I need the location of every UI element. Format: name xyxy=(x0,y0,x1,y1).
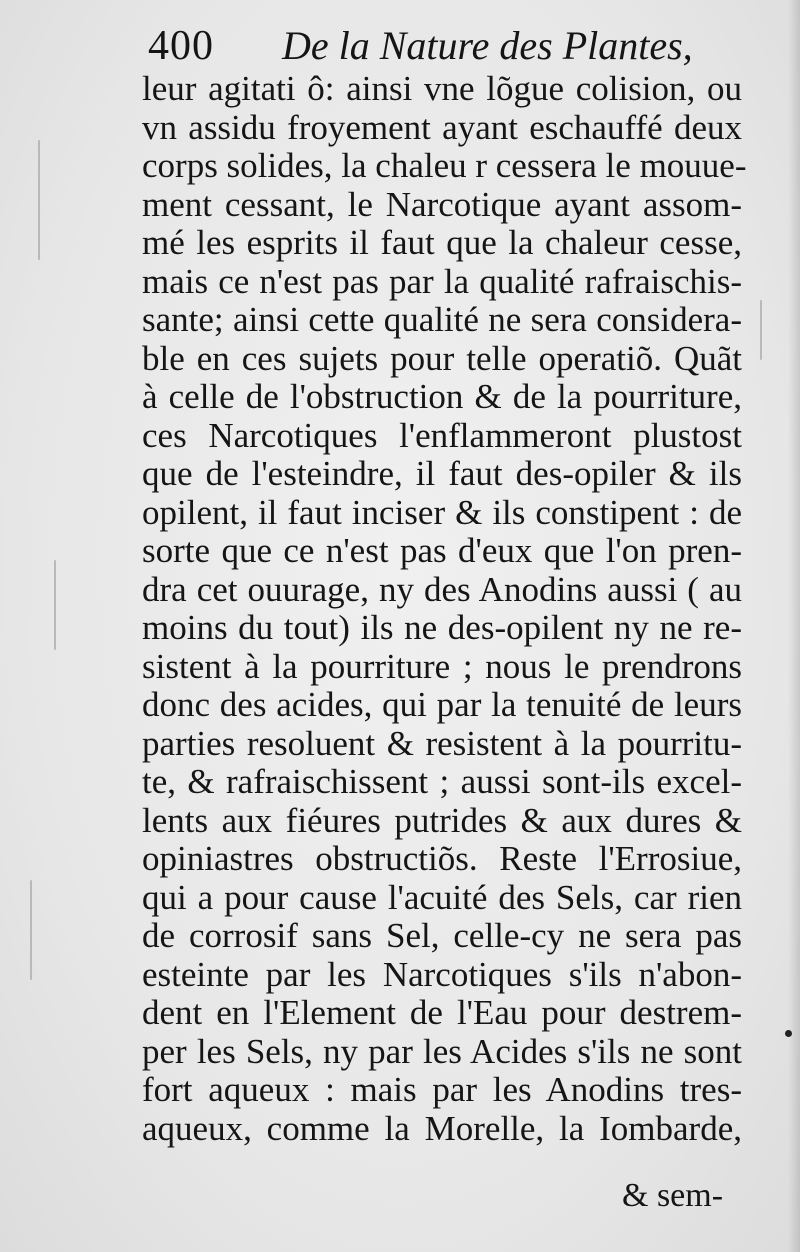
text-line: de corrosif sans Sel, celle-cy ne sera pas xyxy=(142,916,742,955)
text-line: parties resoluent & resistent à la pourritu- xyxy=(142,723,742,763)
page-edge-mark xyxy=(785,1030,792,1037)
running-head: De la Nature des Plantes, xyxy=(282,23,693,68)
page-number: 400 xyxy=(148,23,214,69)
text-line: sante; ainsi cette qualité ne sera considera- xyxy=(142,300,742,339)
text-line: à celle de l'obstruction & de la pourriture, xyxy=(142,377,742,416)
text-line: dra cet ouurage, ny des Anodins aussi ( au xyxy=(142,569,742,609)
text-line: lents aux fiéures putrides & aux dures & xyxy=(142,800,742,840)
text-line: sistent à la pourriture ; nous le prendrons xyxy=(142,646,742,686)
text-line: corps solides, la chaleu r cessera le mouue- xyxy=(142,146,747,185)
text-line: ces Narcotiques l'enflammeront plustost xyxy=(142,415,742,455)
text-line: esteinte par les Narcotiques s'ils n'abon- xyxy=(142,954,742,994)
page-header xyxy=(148,14,708,74)
catchword: & sem- xyxy=(622,1177,724,1214)
text-line: fort aqueux : mais par les Anodins tres- xyxy=(142,1070,742,1109)
text-line: donc des acides, qui par la tenuité de leurs xyxy=(142,685,742,724)
text-line: sorte que ce n'est pas d'eux que l'on pren- xyxy=(142,531,742,570)
text-line: aqueux, comme la Morelle, la Iombarde, xyxy=(142,1108,742,1148)
text-line: ble en ces sujets pour telle operatiõ. Quãt xyxy=(142,338,742,378)
text-line: te, & rafraischissent ; aussi sont-ils excel- xyxy=(142,762,742,801)
text-line: leur agitati ô: ainsi vne lõgue colision, ou xyxy=(142,69,742,108)
text-line: qui a pour cause l'acuité des Sels, car rien xyxy=(142,877,742,917)
text-line: que de l'esteindre, il faut des-opiler & ils xyxy=(142,454,742,493)
text-line: ment cessant, le Narcotique ayant assom- xyxy=(142,184,742,224)
bleed-through-mark xyxy=(54,560,56,650)
bleed-through-mark xyxy=(30,880,32,980)
body-text xyxy=(142,69,747,1148)
text-line: opiniastres obstructiõs. Reste l'Errosiue, xyxy=(142,839,742,878)
text-line: mais ce n'est pas par la qualité rafraischis- xyxy=(142,261,742,301)
text-line: moins du tout) ils ne des-opilent ny ne re- xyxy=(142,608,742,647)
bleed-through-mark xyxy=(760,300,762,360)
text-line: mé les esprits il faut que la chaleur cesse, xyxy=(142,223,742,262)
text-line: opilent, il faut inciser & ils constipent : de xyxy=(142,492,742,532)
text-line: dent en l'Element de l'Eau pour destrem- xyxy=(142,993,742,1032)
page-edge-shadow xyxy=(788,0,800,1252)
text-line: per les Sels, ny par les Acides s'ils ne sont xyxy=(142,1031,742,1071)
text-line: vn assidu froyement ayant eschauffé deux xyxy=(142,107,742,147)
bleed-through-mark xyxy=(38,140,40,260)
